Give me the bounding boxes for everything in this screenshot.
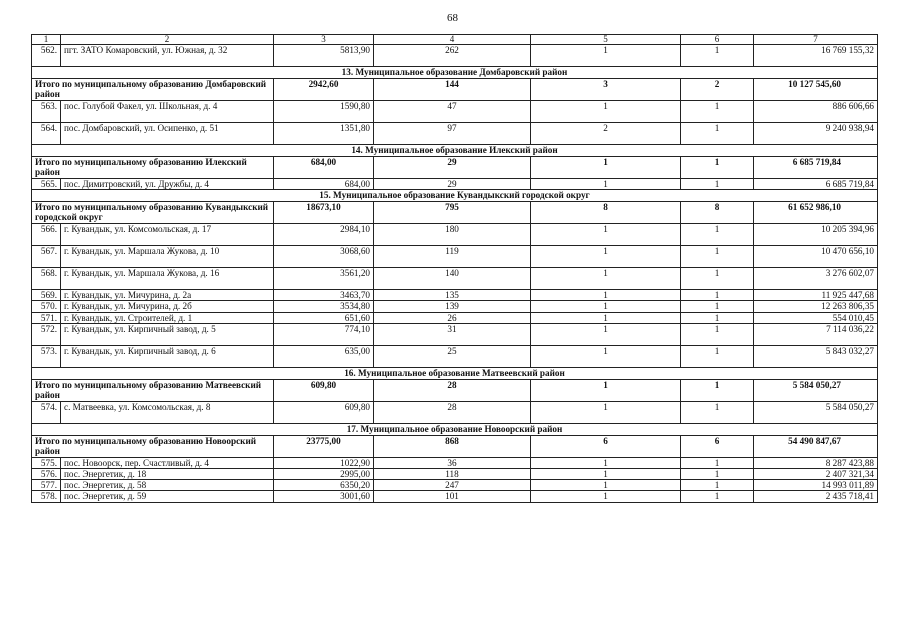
residents-cell: 144	[374, 79, 531, 101]
total-area-cell: 684,00	[274, 157, 374, 179]
cost-cell: 6 685 719,84	[754, 179, 878, 190]
column-header: 5	[531, 35, 681, 45]
row-number-cell: 571.	[32, 312, 61, 323]
total-area-cell: 6350,20	[274, 480, 374, 491]
section-header-row	[32, 423, 878, 435]
count-col6-cell: 1	[681, 469, 754, 480]
total-area-cell: 2984,10	[274, 224, 374, 246]
residents-cell: 28	[374, 401, 531, 423]
count-col5-cell: 1	[531, 323, 681, 345]
count-col5-cell: 6	[531, 435, 681, 457]
row-number-cell: 574.	[32, 401, 61, 423]
cost-cell: 10 470 656,10	[754, 246, 878, 268]
address-cell: пос. Новоорск, пер. Счастливый, д. 4	[61, 457, 274, 468]
residents-cell: 26	[374, 312, 531, 323]
residents-cell: 31	[374, 323, 531, 345]
count-col5-cell: 3	[531, 79, 681, 101]
count-col5-cell: 2	[531, 123, 681, 145]
count-col6-cell: 1	[681, 246, 754, 268]
count-col6-cell: 1	[681, 224, 754, 246]
cost-cell: 2 407 321,34	[754, 469, 878, 480]
cost-cell: 61 652 986,10	[754, 202, 878, 224]
count-col5-cell: 1	[531, 224, 681, 246]
cost-cell: 9 240 938,94	[754, 123, 878, 145]
cost-cell: 12 263 806,35	[754, 301, 878, 312]
cost-cell: 14 993 011,89	[754, 480, 878, 491]
row-number-cell: 575.	[32, 457, 61, 468]
table-row	[32, 45, 878, 67]
column-header: 6	[681, 35, 754, 45]
residents-cell: 135	[374, 290, 531, 301]
table-row	[32, 224, 878, 246]
residents-cell: 139	[374, 301, 531, 312]
table-row	[32, 323, 878, 345]
cost-cell: 7 114 036,22	[754, 323, 878, 345]
count-col5-cell: 1	[531, 246, 681, 268]
total-area-cell: 3068,60	[274, 246, 374, 268]
count-col6-cell: 1	[681, 101, 754, 123]
column-number-row	[32, 35, 878, 45]
subtotal-row	[32, 157, 878, 179]
count-col6-cell: 1	[681, 268, 754, 290]
residents-cell: 28	[374, 379, 531, 401]
row-number-cell: 563.	[32, 101, 61, 123]
count-col6-cell: 1	[681, 157, 754, 179]
address-cell: г. Кувандык, ул. Маршала Жукова, д. 10	[61, 246, 274, 268]
count-col6-cell: 1	[681, 290, 754, 301]
count-col5-cell: 1	[531, 101, 681, 123]
count-col6-cell: 1	[681, 323, 754, 345]
count-col5-cell: 1	[531, 290, 681, 301]
total-area-cell: 609,80	[274, 401, 374, 423]
row-number-cell: 568.	[32, 268, 61, 290]
section-header-row	[32, 190, 878, 202]
subtotal-row	[32, 379, 878, 401]
count-col5-cell: 1	[531, 401, 681, 423]
row-number-cell: 572.	[32, 323, 61, 345]
table-row	[32, 480, 878, 491]
cost-cell: 54 490 847,67	[754, 435, 878, 457]
residents-cell: 36	[374, 457, 531, 468]
residents-cell: 180	[374, 224, 531, 246]
count-col6-cell: 6	[681, 435, 754, 457]
count-col6-cell: 1	[681, 301, 754, 312]
total-area-cell: 3463,70	[274, 290, 374, 301]
subtotal-row	[32, 202, 878, 224]
cost-cell: 554 010,45	[754, 312, 878, 323]
total-area-cell: 3534,80	[274, 301, 374, 312]
count-col5-cell: 1	[531, 457, 681, 468]
count-col5-cell: 1	[531, 157, 681, 179]
count-col6-cell: 8	[681, 202, 754, 224]
count-col5-cell: 1	[531, 179, 681, 190]
cost-cell: 8 287 423,88	[754, 457, 878, 468]
cost-cell: 3 276 602,07	[754, 268, 878, 290]
table-row	[32, 401, 878, 423]
table-row	[32, 469, 878, 480]
total-area-cell: 609,80	[274, 379, 374, 401]
table-row	[32, 491, 878, 502]
count-col6-cell: 1	[681, 345, 754, 367]
row-number-cell: 566.	[32, 224, 61, 246]
count-col5-cell: 8	[531, 202, 681, 224]
residents-cell: 97	[374, 123, 531, 145]
address-cell: пос. Энергетик, д. 59	[61, 491, 274, 502]
section-title: 13. Муниципальное образование Домбаровский район	[32, 67, 878, 79]
section-header-row	[32, 67, 878, 79]
address-cell: пос. Энергетик, д. 58	[61, 480, 274, 491]
row-number-cell: 564.	[32, 123, 61, 145]
residents-cell: 119	[374, 246, 531, 268]
page-number: 68	[447, 12, 458, 24]
row-number-cell: 567.	[32, 246, 61, 268]
total-area-cell: 684,00	[274, 179, 374, 190]
subtotal-row	[32, 435, 878, 457]
row-number-cell: 565.	[32, 179, 61, 190]
housing-register-table	[31, 34, 878, 503]
row-number-cell: 573.	[32, 345, 61, 367]
table-row	[32, 246, 878, 268]
address-cell: пгт. ЗАТО Комаровский, ул. Южная, д. 32	[61, 45, 274, 67]
residents-cell: 47	[374, 101, 531, 123]
count-col5-cell: 1	[531, 480, 681, 491]
address-cell: пос. Димитровский, ул. Дружбы, д. 4	[61, 179, 274, 190]
table-row	[32, 101, 878, 123]
table-row	[32, 301, 878, 312]
total-area-cell: 2995,00	[274, 469, 374, 480]
total-area-cell: 1351,80	[274, 123, 374, 145]
count-col5-cell: 1	[531, 469, 681, 480]
count-col5-cell: 1	[531, 45, 681, 67]
table-row	[32, 457, 878, 468]
cost-cell: 2 435 718,41	[754, 491, 878, 502]
residents-cell: 25	[374, 345, 531, 367]
total-area-cell: 3001,60	[274, 491, 374, 502]
section-title: 14. Муниципальное образование Илекский район	[32, 145, 878, 157]
total-area-cell: 18673,10	[274, 202, 374, 224]
cost-cell: 6 685 719,84	[754, 157, 878, 179]
address-cell: г. Кувандык, ул. Строителей, д. 1	[61, 312, 274, 323]
address-cell: пос. Голубой Факел, ул. Школьная, д. 4	[61, 101, 274, 123]
row-number-cell: 576.	[32, 469, 61, 480]
count-col6-cell: 1	[681, 480, 754, 491]
subtotal-row	[32, 79, 878, 101]
column-header: 4	[374, 35, 531, 45]
section-title: 16. Муниципальное образование Матвеевский район	[32, 367, 878, 379]
subtotal-label: Итого по муниципальному образованию Кувандыкский городской округ	[32, 202, 274, 224]
count-col6-cell: 1	[681, 491, 754, 502]
section-title: 15. Муниципальное образование Кувандыкский городской округ	[32, 190, 878, 202]
table-row	[32, 345, 878, 367]
count-col5-cell: 1	[531, 379, 681, 401]
table-row	[32, 312, 878, 323]
count-col5-cell: 1	[531, 301, 681, 312]
count-col5-cell: 1	[531, 345, 681, 367]
count-col6-cell: 1	[681, 45, 754, 67]
residents-cell: 868	[374, 435, 531, 457]
table-row	[32, 179, 878, 190]
section-header-row	[32, 367, 878, 379]
cost-cell: 5 584 050,27	[754, 401, 878, 423]
row-number-cell: 578.	[32, 491, 61, 502]
cost-cell: 10 127 545,60	[754, 79, 878, 101]
total-area-cell: 1022,90	[274, 457, 374, 468]
table-row	[32, 290, 878, 301]
address-cell: пос. Энергетик, д. 18	[61, 469, 274, 480]
residents-cell: 262	[374, 45, 531, 67]
count-col6-cell: 1	[681, 401, 754, 423]
residents-cell: 29	[374, 157, 531, 179]
total-area-cell: 23775,00	[274, 435, 374, 457]
address-cell: г. Кувандык, ул. Мичурина, д. 2а	[61, 290, 274, 301]
total-area-cell: 3561,20	[274, 268, 374, 290]
subtotal-label: Итого по муниципальному образованию Домбаровский район	[32, 79, 274, 101]
address-cell: г. Кувандык, ул. Кирпичный завод, д. 5	[61, 323, 274, 345]
count-col6-cell: 2	[681, 79, 754, 101]
cost-cell: 886 606,66	[754, 101, 878, 123]
residents-cell: 29	[374, 179, 531, 190]
column-header: 7	[754, 35, 878, 45]
table-body	[32, 45, 878, 503]
address-cell: г. Кувандык, ул. Кирпичный завод, д. 6	[61, 345, 274, 367]
count-col6-cell: 1	[681, 379, 754, 401]
cost-cell: 10 205 394,96	[754, 224, 878, 246]
cost-cell: 11 925 447,68	[754, 290, 878, 301]
column-header: 3	[274, 35, 374, 45]
column-header: 2	[61, 35, 274, 45]
total-area-cell: 1590,80	[274, 101, 374, 123]
address-cell: с. Матвеевка, ул. Комсомольская, д. 8	[61, 401, 274, 423]
table-row	[32, 123, 878, 145]
count-col5-cell: 1	[531, 268, 681, 290]
address-cell: пос. Домбаровский, ул. Осипенко, д. 51	[61, 123, 274, 145]
count-col5-cell: 1	[531, 491, 681, 502]
row-number-cell: 577.	[32, 480, 61, 491]
subtotal-label: Итого по муниципальному образованию Илекский район	[32, 157, 274, 179]
residents-cell: 140	[374, 268, 531, 290]
residents-cell: 101	[374, 491, 531, 502]
count-col6-cell: 1	[681, 123, 754, 145]
residents-cell: 247	[374, 480, 531, 491]
cost-cell: 5 584 050,27	[754, 379, 878, 401]
row-number-cell: 570.	[32, 301, 61, 312]
total-area-cell: 5813,90	[274, 45, 374, 67]
count-col5-cell: 1	[531, 312, 681, 323]
total-area-cell: 774,10	[274, 323, 374, 345]
count-col6-cell: 1	[681, 457, 754, 468]
residents-cell: 118	[374, 469, 531, 480]
section-title: 17. Муниципальное образование Новоорский район	[32, 423, 878, 435]
subtotal-label: Итого по муниципальному образованию Матвеевский район	[32, 379, 274, 401]
address-cell: г. Кувандык, ул. Комсомольская, д. 17	[61, 224, 274, 246]
address-cell: г. Кувандык, ул. Маршала Жукова, д. 16	[61, 268, 274, 290]
section-header-row	[32, 145, 878, 157]
count-col6-cell: 1	[681, 179, 754, 190]
cost-cell: 16 769 155,32	[754, 45, 878, 67]
total-area-cell: 635,00	[274, 345, 374, 367]
subtotal-label: Итого по муниципальному образованию Новоорский район	[32, 435, 274, 457]
residents-cell: 795	[374, 202, 531, 224]
column-header: 1	[32, 35, 61, 45]
address-cell: г. Кувандык, ул. Мичурина, д. 2б	[61, 301, 274, 312]
total-area-cell: 651,60	[274, 312, 374, 323]
total-area-cell: 2942,60	[274, 79, 374, 101]
table-row	[32, 268, 878, 290]
count-col6-cell: 1	[681, 312, 754, 323]
cost-cell: 5 843 032,27	[754, 345, 878, 367]
row-number-cell: 569.	[32, 290, 61, 301]
row-number-cell: 562.	[32, 45, 61, 67]
